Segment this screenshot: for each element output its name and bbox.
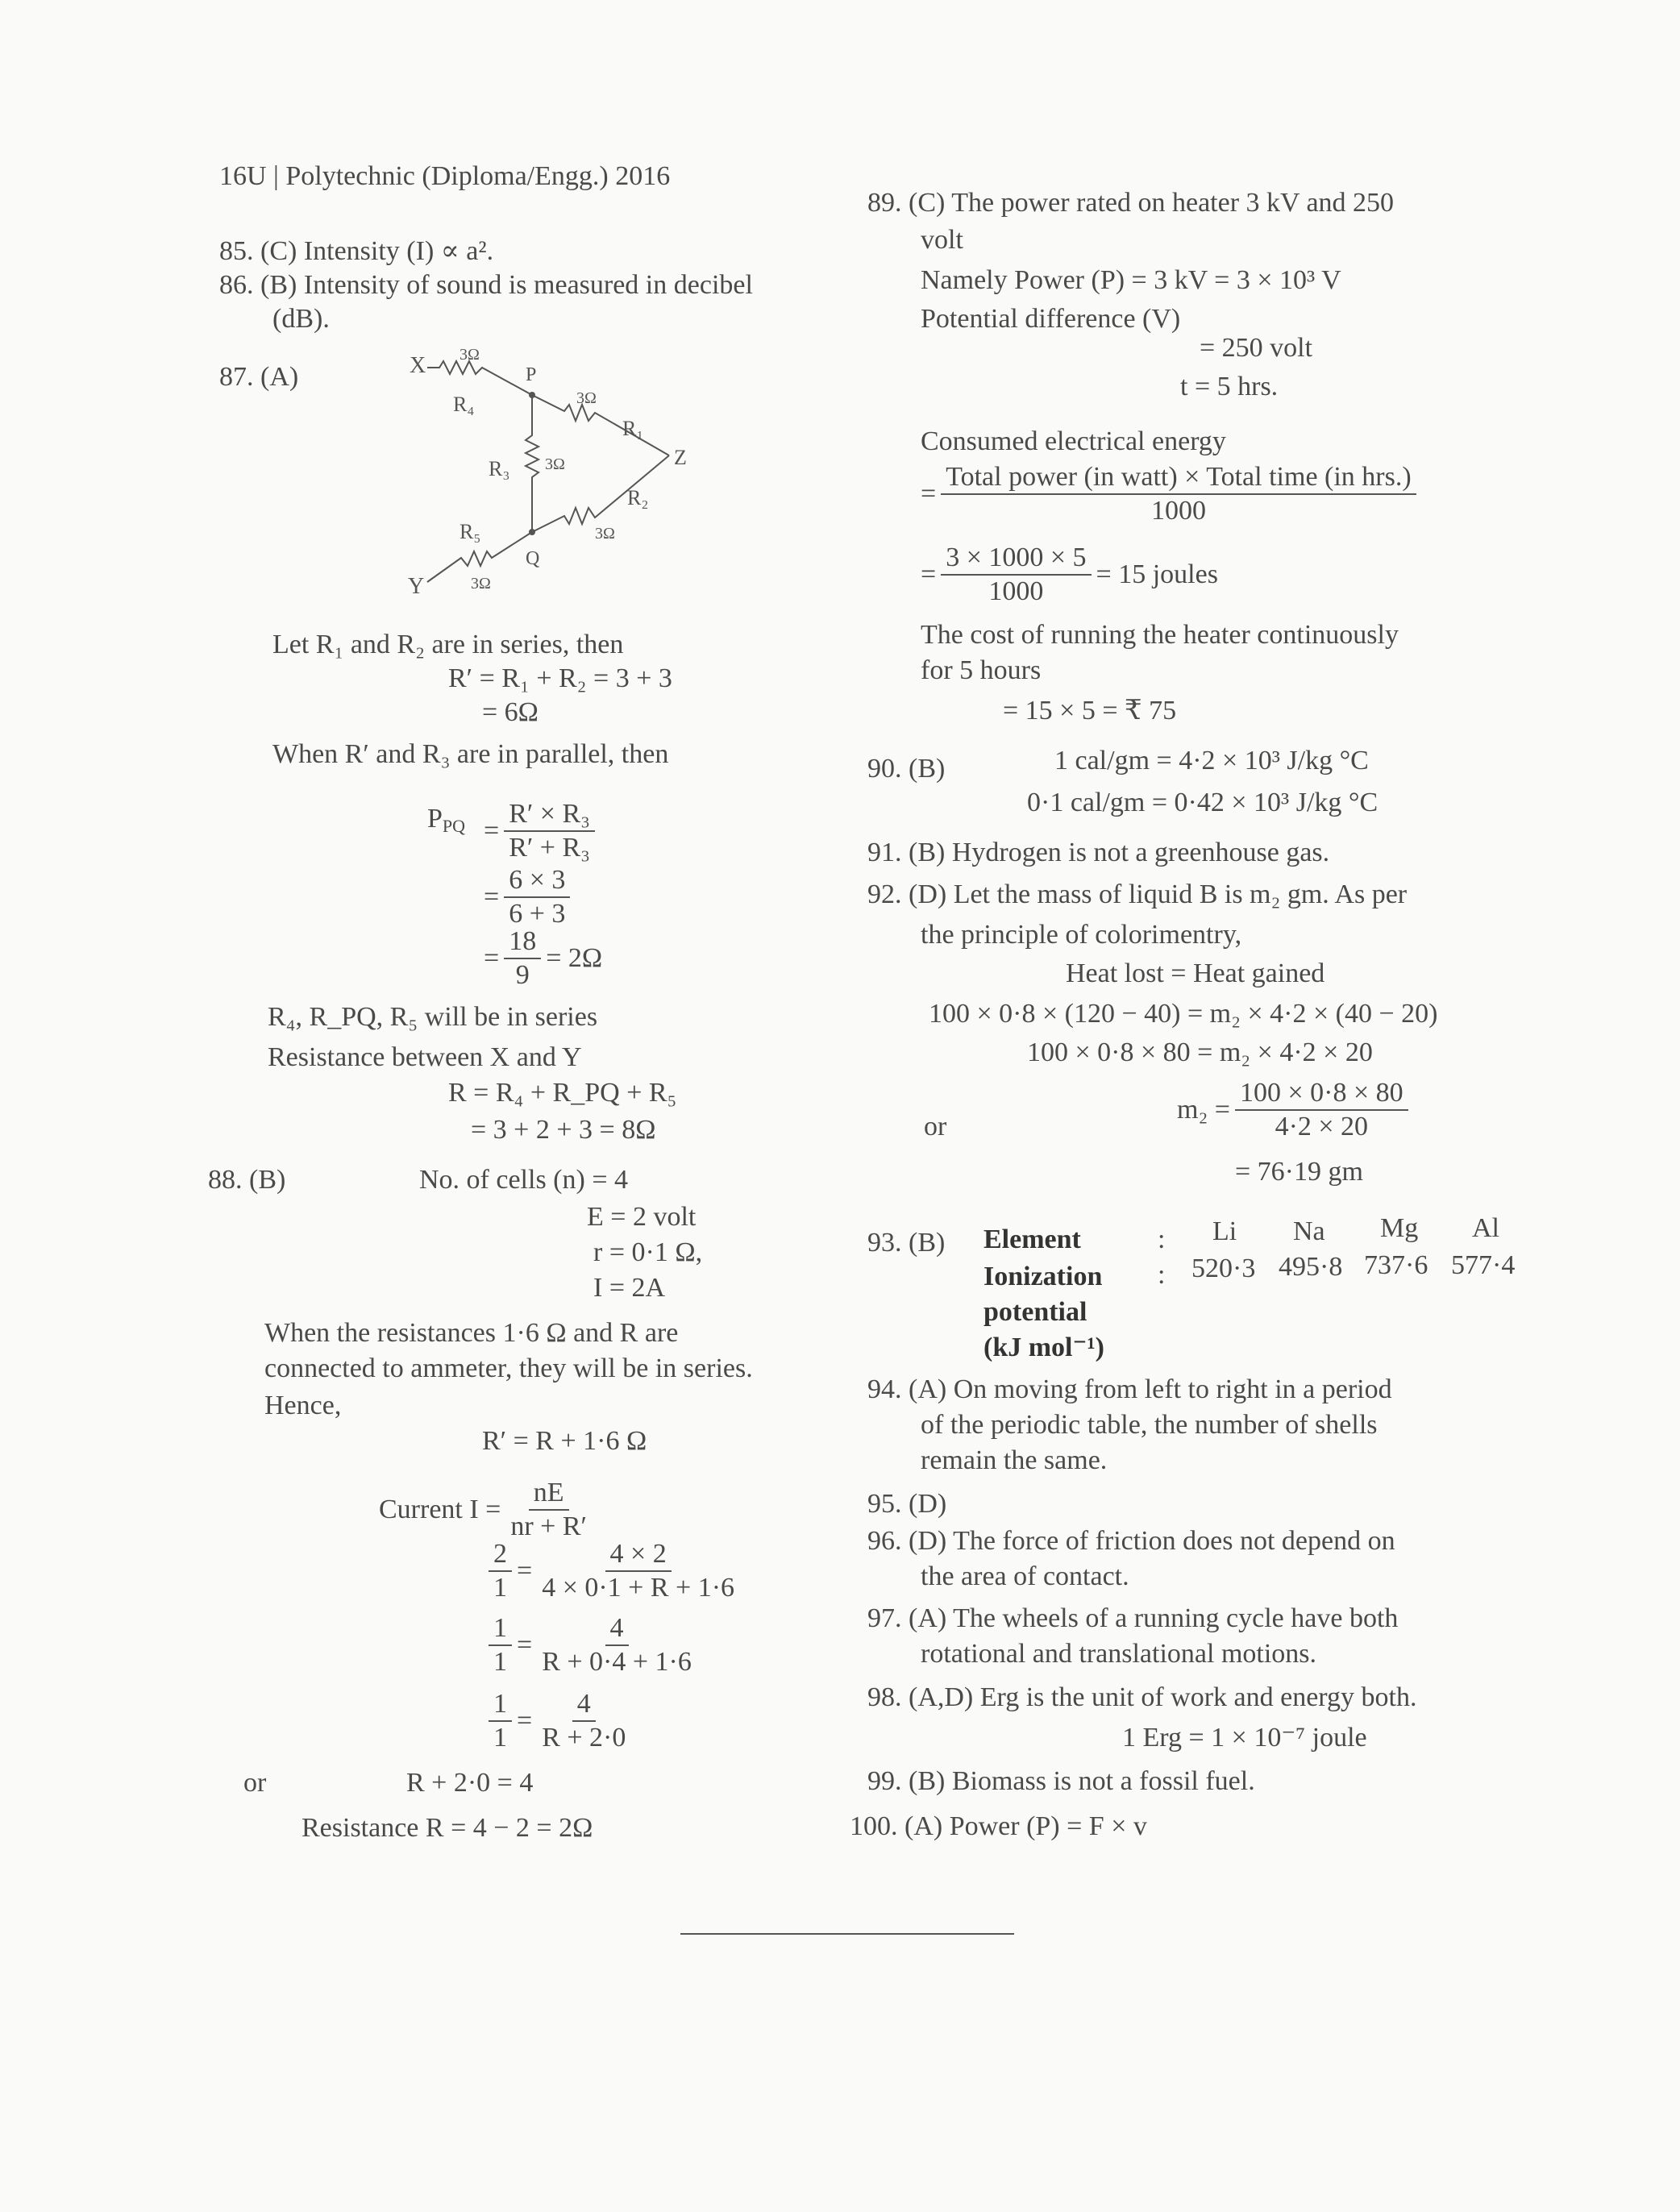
internal-resistance: r = 0·1 Ω,: [593, 1237, 703, 1267]
r1-value: 3Ω: [576, 389, 597, 407]
answer-97: 97. (A) The wheels of a running cycle have both: [867, 1603, 1399, 1633]
r2-value: 3Ω: [595, 525, 615, 543]
r-prime-eq: R′ = R + 1·6 Ω: [482, 1426, 647, 1456]
answer-89-cont: volt: [921, 225, 963, 255]
answer-97-cont: rotational and translational motions.: [921, 1639, 1317, 1669]
resistor-r1: [532, 395, 669, 455]
r2-label: R₂: [627, 486, 649, 509]
hence-text: Hence,: [264, 1391, 342, 1420]
r1-label: R₁: [622, 417, 644, 440]
mass-result: = 76·19 gm: [1235, 1157, 1363, 1187]
current-eq-1: $\frac{2}{1}$ = $\frac{4 \times 2}{4 \times 0\cdot 1 + R + 1\cdot 6}$: [484, 1538, 744, 1604]
answer-87: 87. (A): [219, 362, 299, 392]
node-y-label: Y: [408, 574, 425, 599]
answer-94: 94. (A) On moving from left to right in a period: [867, 1374, 1392, 1404]
node-z-label: Z: [674, 446, 687, 469]
circuit-diagram: [403, 347, 709, 613]
ppq-label: $P_{PQ}$: [427, 804, 466, 836]
cells-count: No. of cells (n) = 4: [419, 1165, 629, 1195]
cost-text-2: for 5 hours: [921, 655, 1042, 685]
resistance-xy-result: = 3 + 2 + 3 = 8Ω: [471, 1115, 656, 1145]
element-heading: Element: [983, 1224, 1081, 1254]
answer-96-cont: the area of contact.: [921, 1561, 1129, 1591]
r4-value: 3Ω: [460, 347, 480, 364]
current-eq-3: $\frac{1}{1}$ = $\frac{4}{R + 2\cdot 0}$: [484, 1688, 635, 1754]
erg-conversion: 1 Erg = 1 × 10⁻⁷ joule: [1122, 1723, 1367, 1753]
colon-1: :: [1158, 1224, 1166, 1254]
element-na: Na: [1293, 1216, 1325, 1246]
ionization-na: 495·8: [1279, 1252, 1343, 1282]
answer-94-cont-2: remain the same.: [921, 1445, 1108, 1475]
cal-conversion-1: 1 cal/gm = 4·2 × 10³ J/kg °C: [1054, 746, 1369, 775]
answer-90: 90. (B): [867, 754, 946, 784]
or-label: or: [243, 1768, 267, 1798]
r5-value: 3Ω: [471, 575, 491, 592]
ionization-mg: 737·6: [1364, 1250, 1428, 1280]
power-eq: Namely Power (P) = 3 kV = 3 × 10³ V: [921, 265, 1341, 295]
cost-text: The cost of running the heater continuously: [921, 620, 1399, 650]
resistances-text-2: connected to ammeter, they will be in series.: [264, 1353, 753, 1383]
series-r1-r2-text: Let R₁ and R₂ are in series, then: [272, 630, 624, 659]
answer-94-cont: of the periodic table, the number of shells: [921, 1410, 1378, 1440]
resistance-xy-text: Resistance between X and Y: [268, 1042, 582, 1072]
heat-balance: Heat lost = Heat gained: [1066, 958, 1325, 988]
element-al: Al: [1472, 1213, 1499, 1243]
mass-fraction: m₂ = $\frac{100 \times 0\cdot 8 \times 80}{4\cdot 2 \times 20}$: [1177, 1077, 1413, 1143]
ionization-heading: Ionization: [983, 1262, 1103, 1291]
answer-95: 95. (D): [867, 1489, 947, 1519]
ppq-fraction-1: = $\frac{\text{R′ × R₃}}{\text{R′ + R₃}}$: [484, 798, 600, 864]
energy-calc: = $\frac{3 \times 1000 \times 5}{1000}$ = 15 joules: [921, 543, 1218, 606]
consumed-energy-label: Consumed electrical energy: [921, 426, 1226, 456]
emf-value: E = 2 volt: [587, 1202, 697, 1232]
answer-92-cont: the principle of colorimentry,: [921, 920, 1242, 950]
ionization-al: 577·4: [1451, 1250, 1516, 1280]
answer-98: 98. (A,D) Erg is the unit of work and energy both.: [867, 1682, 1417, 1712]
current-value: I = 2A: [593, 1273, 666, 1303]
potential-heading: potential: [983, 1297, 1087, 1327]
page-header: 16U | Polytechnic (Diploma/Engg.) 2016: [219, 161, 671, 191]
ppq-fraction-2: = $\frac{6 \times 3}{6 + 3}$: [484, 864, 575, 930]
ppq-fraction-3: = $\frac{18}{9}$ = 2Ω: [484, 926, 603, 990]
potential-diff-label: Potential difference (V): [921, 304, 1181, 334]
answer-86: 86. (B) Intensity of sound is measured in decibel: [219, 270, 753, 300]
answer-92: 92. (D) Let the mass of liquid B is m₂ gm. As per: [867, 879, 1408, 909]
resistances-text: When the resistances 1·6 Ω and R are: [264, 1318, 679, 1348]
resistance-xy-eq: R = R₄ + R_PQ + R₅: [448, 1078, 677, 1108]
footer-rule: [680, 1933, 1014, 1935]
colon-2: :: [1158, 1260, 1166, 1290]
node-p-label: P: [526, 364, 537, 385]
heat-eq-1: 100 × 0·8 × (120 − 40) = m₂ × 4·2 × (40 − 20): [929, 999, 1438, 1029]
time-value: t = 5 hrs.: [1180, 372, 1279, 401]
series-text-2: R₄, R_PQ, R₅ will be in series: [268, 1002, 598, 1032]
parallel-text: When R′ and R₃ are in parallel, then: [272, 739, 669, 769]
answer-93: 93. (B): [867, 1228, 946, 1258]
answer-88: 88. (B): [208, 1165, 286, 1195]
resistor-r4: [427, 361, 532, 395]
node-q-label: Q: [526, 548, 540, 569]
resistor-r3: [526, 395, 539, 532]
voltage-value: = 250 volt: [1200, 333, 1313, 363]
answer-91: 91. (B) Hydrogen is not a greenhouse gas.: [867, 838, 1330, 867]
r4-label: R₄: [453, 393, 475, 416]
series-result: = 6Ω: [482, 697, 539, 727]
answer-86-cont: (dB).: [272, 304, 330, 334]
heat-eq-2: 100 × 0·8 × 80 = m₂ × 4·2 × 20: [1027, 1037, 1373, 1067]
series-eq: R′ = R₁ + R₂ = 3 + 3: [448, 663, 672, 693]
unit-heading: (kJ mol⁻¹): [983, 1333, 1104, 1362]
r5-label: R₅: [460, 520, 481, 543]
ionization-li: 520·3: [1191, 1254, 1256, 1283]
final-resistance: Resistance R = 4 − 2 = 2Ω: [301, 1813, 593, 1843]
answer-89: 89. (C) The power rated on heater 3 kV and 250: [867, 188, 1395, 218]
cal-conversion-2: 0·1 cal/gm = 0·42 × 10³ J/kg °C: [1027, 788, 1379, 817]
or-label-2: or: [924, 1112, 947, 1141]
r3-label: R₃: [489, 457, 510, 480]
r3-value: 3Ω: [545, 455, 565, 473]
current-eq-2: $\frac{1}{1}$ = $\frac{4}{R + 0\cdot 4 + 1\cdot 6}$: [484, 1612, 701, 1678]
answer-85: 85. (C) Intensity (I) ∝ a².: [219, 236, 494, 266]
r-plus-eq: R + 2·0 = 4: [406, 1768, 534, 1798]
answer-96: 96. (D) The force of friction does not depend on: [867, 1526, 1395, 1556]
cost-result: = 15 × 5 = ₹ 75: [1003, 696, 1177, 726]
answer-99: 99. (B) Biomass is not a fossil fuel.: [867, 1766, 1255, 1796]
energy-formula: = $\frac{\text{Total power (in watt) × Total time (in hrs.)}}{1000}$: [921, 461, 1421, 527]
element-mg: Mg: [1380, 1213, 1419, 1243]
element-li: Li: [1212, 1216, 1237, 1246]
node-x-label: X: [410, 353, 426, 378]
current-fraction: Current I = $\frac{nE}{nr + R'}$: [379, 1478, 587, 1541]
answer-100: 100. (A) Power (P) = F × v: [850, 1811, 1147, 1841]
